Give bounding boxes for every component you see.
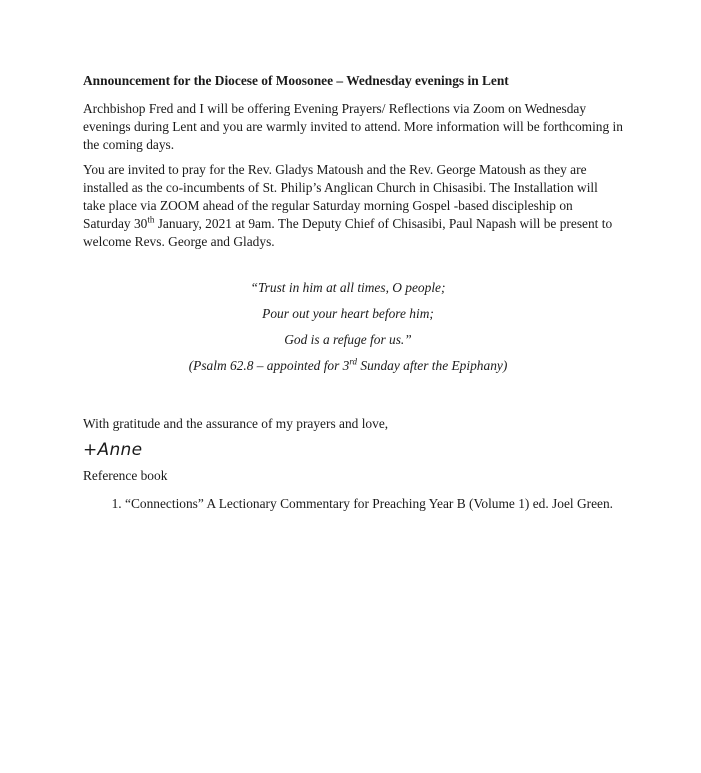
reference-list [83,495,623,513]
announcement-heading: Announcement for the Diocese of Moosonee – Wednesday evenings in Lent [83,73,509,88]
quote-line-1: “Trust in him at all times, O people; [250,280,446,295]
signature: +Anne [83,440,143,460]
quote-citation [78,357,618,375]
citation-part2: Sunday after the Epiphany) [357,358,508,373]
paragraph-installation [83,161,623,251]
reference-item: 1. “Connections” A Lectionary Commentary for Preaching Year B (Volume 1) ed. Joel Green. [125,495,623,513]
quote-line-2: Pour out your heart before him; [262,306,434,321]
citation-ordinal-suffix: rd [349,356,358,367]
installation-date-suffix: th [147,214,155,225]
reference-title: Reference book [83,468,168,483]
document-body [83,72,623,513]
citation-part1: (Psalm 62.8 – appointed for 3 [188,358,350,373]
paragraph-lent-prayers: Archbishop Fred and I will be offering Evening Prayers/ Reflections via Zoom on Wednesday evenings during Lent and you are warmly invited to attend. More information will be forthcoming in the coming days. [83,101,623,152]
psalm-quote [78,279,618,375]
quote-line-3: God is a refuge for us.” [284,332,412,347]
closing-line: With gratitude and the assurance of my prayers and love, [83,416,389,431]
installation-text-part2: January, 2021 at 9am. The Deputy Chief of Chisasibi, Paul Napash will be present to welcome Revs. George and Gladys. [83,216,613,249]
installation-text-part1: You are invited to pray for the Rev. Gladys Matoush and the Rev. George Matoush as they are installed as the co-incumbents of St. Philip’s Anglican Church in Chisasibi. The Installation will take place via ZOOM ahead of the regular Saturday morning Gospel -based discipleship on Saturday 30 [83,162,598,231]
